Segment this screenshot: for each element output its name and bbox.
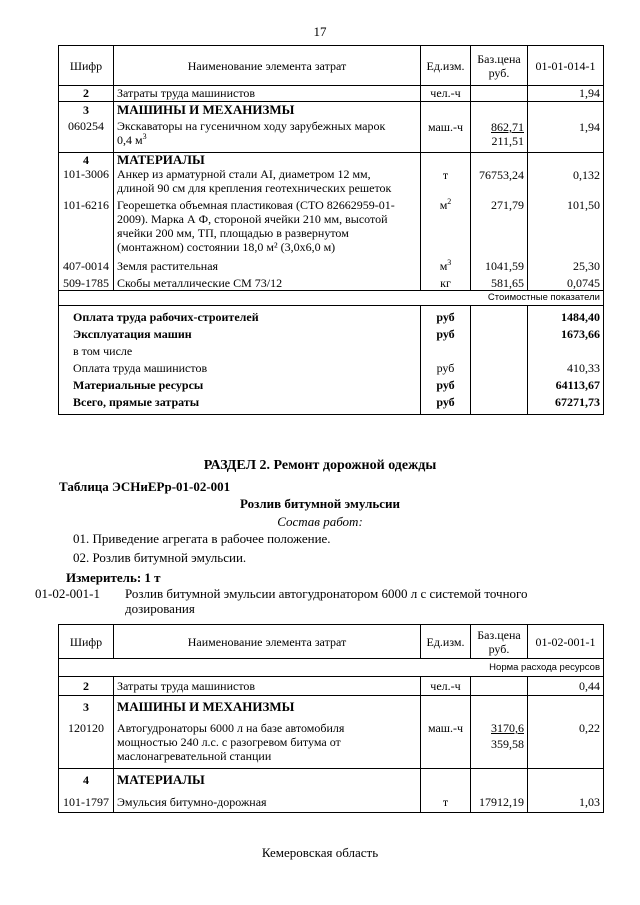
summary-units: руб руб руб руб руб <box>421 305 471 414</box>
item-description: Розлив битумной эмульсии автогудронатором 6000 л с системой точного дозирования <box>125 586 528 616</box>
material-unit: $м^3$ <box>421 254 471 273</box>
material-unit: т <box>421 769 471 813</box>
material-code: 509-1785 <box>59 273 114 291</box>
machine-unit: маш.-ч <box>421 696 471 769</box>
row-unit: чел.-ч <box>421 86 471 102</box>
machines-section-cell: 3 120120 <box>59 696 114 769</box>
machine-unit: маш.-ч <box>421 102 471 149</box>
machines-section-names: МАШИНЫ И МЕХАНИЗМЫ Автогудронаторы 6000 л на базе автомобиля мощностью 240 л.с. с разогревом битума от маслонагревательной станции <box>114 696 421 769</box>
material-code: 407-0014 <box>59 254 114 273</box>
material-price: 581,65 <box>471 273 528 291</box>
row-value: 1,94 <box>528 86 604 102</box>
summary-values: 1484,40 1673,66 410,33 64113,67 67271,73 <box>528 305 604 414</box>
row-unit: чел.-ч <box>421 677 471 696</box>
header-price: Баз.цена руб. <box>471 46 528 86</box>
material-value: 0,0745 <box>528 273 604 291</box>
table-reference: Таблица ЭСНиЕРр-01-02-001 <box>59 479 231 494</box>
header-code: Шифр <box>59 46 114 86</box>
resources-table-1 <box>58 45 604 415</box>
materials-section-cell: 4 101-3006 <box>59 152 114 195</box>
header-column-code: 01-02-001-1 <box>528 625 604 659</box>
header-price: Баз.цена руб. <box>471 625 528 659</box>
machines-section-names: МАШИНЫ И МЕХАНИЗМЫ Экскаваторы на гусеничном ходу зарубежных марок 0,4 $м^3$ <box>114 102 421 149</box>
material-price: 76753,24 <box>471 152 528 195</box>
resources-table-2 <box>58 624 604 813</box>
row-price <box>471 86 528 102</box>
header-unit: Ед.изм. <box>421 625 471 659</box>
row-price <box>471 677 528 696</box>
material-value: 101,50 <box>528 195 604 254</box>
work-item: 01. Приведение агрегата в рабочее положение. <box>73 531 331 546</box>
meter: Измеритель: 1 т <box>66 570 161 585</box>
row-value: 0,44 <box>528 677 604 696</box>
material-name: Георешетка объемная пластиковая (СТО 82662959-01- 2009). Марка А Ф, стороной ячейки 210 мм, высотой ячейки 200 мм, ТП, площадью в развернутом (монтажном) состоянии 18,0 м² (3,0х6,0 м) <box>114 195 421 254</box>
machine-price: 862,71 211,51 <box>471 102 528 149</box>
row-name: Затраты труда машинистов <box>114 86 421 102</box>
cost-indicators-header: Стоимостные показатели <box>59 290 604 305</box>
material-name: Скобы металлические СМ 73/12 <box>114 273 421 291</box>
summary-names: Оплата труда рабочих-строителей Эксплуатация машин в том числе Оплата труда машинистов Материальные ресурсы Всего, прямые затраты <box>59 305 421 414</box>
material-code: 101-6216 <box>59 195 114 254</box>
materials-section-names: МАТЕРИАЛЫ Эмульсия битумно-дорожная <box>114 769 421 813</box>
work-item: 02. Розлив битумной эмульсии. <box>73 550 247 565</box>
row-number: 2 <box>59 677 114 696</box>
norm-header: Норма расхода ресурсов <box>59 659 604 677</box>
table-title: Розлив битумной эмульсии <box>240 496 400 511</box>
machine-value: 0,22 <box>528 696 604 769</box>
row-name: Затраты труда машинистов <box>114 677 421 696</box>
header-unit: Ед.изм. <box>421 46 471 86</box>
summary-empty <box>471 305 528 414</box>
page-number: 17 <box>313 24 327 39</box>
works-title: Состав работ: <box>277 514 363 529</box>
machines-section-cell: 3 060254 <box>59 102 114 149</box>
material-unit: т <box>421 152 471 195</box>
materials-section-cell: 4 101-1797 <box>59 769 114 813</box>
page-footer: Кемеровская область <box>261 845 379 860</box>
material-value: 25,30 <box>528 254 604 273</box>
material-unit: $м^2$ <box>421 195 471 254</box>
header-name: Наименование элемента затрат <box>114 46 421 86</box>
header-name: Наименование элемента затрат <box>114 625 421 659</box>
material-price: 1041,59 <box>471 254 528 273</box>
header-code: Шифр <box>59 625 114 659</box>
machine-price: 3170,6 359,58 <box>471 696 528 769</box>
material-name: Земля растительная <box>114 254 421 273</box>
material-value: 1,03 <box>528 769 604 813</box>
material-price: 271,79 <box>471 195 528 254</box>
item-code: 01-02-001-1 <box>35 586 100 601</box>
material-price: 17912,19 <box>471 769 528 813</box>
material-value: 0,132 <box>528 152 604 195</box>
section-title: РАЗДЕЛ 2. Ремонт дорожной одежды <box>203 458 437 473</box>
machine-value: 1,94 <box>528 102 604 149</box>
material-unit: кг <box>421 273 471 291</box>
materials-section-names: МАТЕРИАЛЫ Анкер из арматурной стали AI, диаметром 12 мм, длиной 90 см для крепления геотехнических решеток <box>114 152 421 195</box>
header-column-code: 01-01-014-1 <box>528 46 604 86</box>
row-number: 2 <box>59 86 114 102</box>
